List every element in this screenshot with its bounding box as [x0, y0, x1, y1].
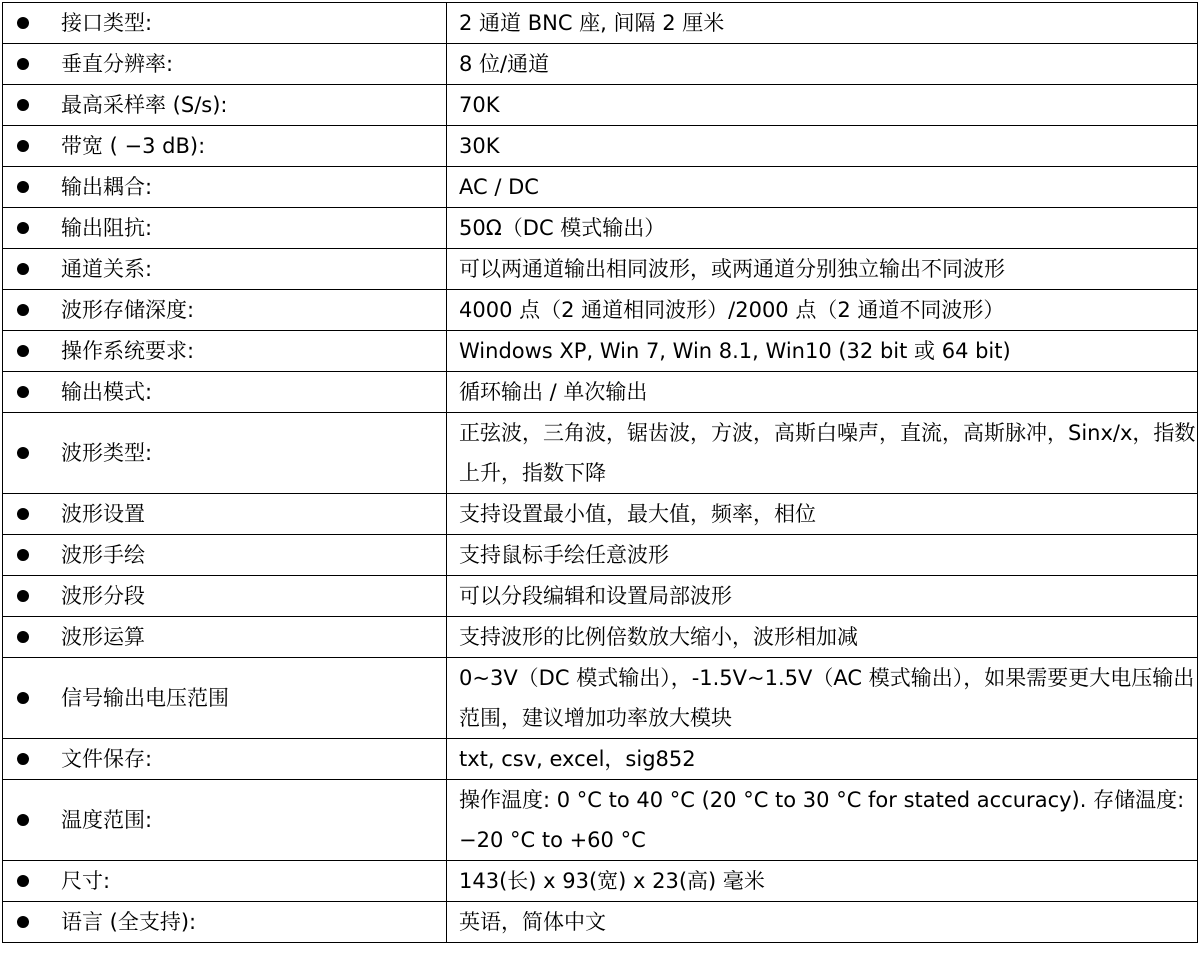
- spec-label-cell: [3, 249, 447, 290]
- spec-table: [2, 2, 1198, 943]
- spec-value: 143(长) x 93(宽) x 23(高) 毫米: [447, 861, 1198, 902]
- bullet-icon: [17, 916, 29, 928]
- table-row: [3, 290, 1198, 331]
- spec-label: 垂直分辨率:: [61, 52, 174, 76]
- spec-value: 2 通道 BNC 座, 间隔 2 厘米: [447, 3, 1198, 44]
- table-row: [3, 658, 1198, 739]
- bullet-icon: [17, 345, 29, 357]
- spec-value: 英语，简体中文: [447, 902, 1198, 943]
- bullet-icon: [17, 447, 29, 459]
- spec-value: 正弦波，三角波，锯齿波，方波，高斯白噪声，直流，高斯脉冲，Sinx/x，指数上升，指数下降: [447, 413, 1198, 494]
- table-row: [3, 126, 1198, 167]
- spec-value: txt, csv, excel，sig852: [447, 739, 1198, 780]
- spec-label-cell: [3, 126, 447, 167]
- table-row: [3, 576, 1198, 617]
- bullet-icon: [17, 99, 29, 111]
- spec-label-cell: [3, 372, 447, 413]
- spec-value: 操作温度: 0 °C to 40 °C (20 °C to 30 °C for stated accuracy). 存储温度: −20 °C to +60 °C: [447, 780, 1198, 861]
- spec-label-cell: [3, 85, 447, 126]
- spec-value: AC / DC: [447, 167, 1198, 208]
- spec-label-cell: [3, 44, 447, 85]
- spec-value: 可以分段编辑和设置局部波形: [447, 576, 1198, 617]
- spec-label-cell: [3, 576, 447, 617]
- spec-label-cell: [3, 535, 447, 576]
- spec-value: 支持设置最小值，最大值，频率，相位: [447, 494, 1198, 535]
- spec-label-cell: [3, 290, 447, 331]
- spec-label: 带宽 ( −3 dB):: [61, 134, 206, 158]
- table-row: [3, 861, 1198, 902]
- bullet-icon: [17, 692, 29, 704]
- spec-label: 接口类型:: [61, 11, 153, 35]
- table-row: [3, 413, 1198, 494]
- bullet-icon: [17, 814, 29, 826]
- bullet-icon: [17, 753, 29, 765]
- spec-label: 文件保存:: [61, 747, 153, 771]
- bullet-icon: [17, 181, 29, 193]
- bullet-icon: [17, 222, 29, 234]
- spec-label-cell: [3, 780, 447, 861]
- spec-value: 可以两通道输出相同波形，或两通道分别独立输出不同波形: [447, 249, 1198, 290]
- spec-label: 输出模式:: [61, 380, 153, 404]
- spec-value: 支持鼠标手绘任意波形: [447, 535, 1198, 576]
- spec-value: 0~3V（DC 模式输出），-1.5V~1.5V（AC 模式输出），如果需要更大电压输出范围，建议增加功率放大模块: [447, 658, 1198, 739]
- table-row: [3, 535, 1198, 576]
- table-row: [3, 331, 1198, 372]
- bullet-icon: [17, 140, 29, 152]
- spec-label: 波形分段: [61, 584, 145, 608]
- table-row: [3, 739, 1198, 780]
- spec-value: 70K: [447, 85, 1198, 126]
- table-row: [3, 208, 1198, 249]
- spec-label: 波形运算: [61, 625, 145, 649]
- spec-label: 语言 (全支持):: [61, 910, 197, 934]
- spec-label-cell: [3, 861, 447, 902]
- spec-label: 波形存储深度:: [61, 298, 195, 322]
- table-row: [3, 167, 1198, 208]
- table-row: [3, 85, 1198, 126]
- spec-label: 输出阻抗:: [61, 216, 153, 240]
- bullet-icon: [17, 263, 29, 275]
- spec-label-cell: [3, 617, 447, 658]
- table-row: [3, 494, 1198, 535]
- spec-value: 50Ω（DC 模式输出）: [447, 208, 1198, 249]
- table-row: [3, 44, 1198, 85]
- spec-label-cell: [3, 658, 447, 739]
- spec-label-cell: [3, 331, 447, 372]
- table-row: [3, 372, 1198, 413]
- spec-label: 最高采样率 (S/s):: [61, 93, 228, 117]
- spec-label-cell: [3, 167, 447, 208]
- spec-label: 波形手绘: [61, 543, 145, 567]
- table-row: [3, 902, 1198, 943]
- spec-value: 8 位/通道: [447, 44, 1198, 85]
- spec-label: 信号输出电压范围: [61, 686, 229, 710]
- spec-value: Windows XP, Win 7, Win 8.1, Win10 (32 bit 或 64 bit): [447, 331, 1198, 372]
- spec-value: 30K: [447, 126, 1198, 167]
- bullet-icon: [17, 631, 29, 643]
- spec-value: 支持波形的比例倍数放大缩小，波形相加减: [447, 617, 1198, 658]
- table-row: [3, 249, 1198, 290]
- bullet-icon: [17, 875, 29, 887]
- bullet-icon: [17, 386, 29, 398]
- spec-label: 通道关系:: [61, 257, 153, 281]
- spec-value: 循环输出 / 单次输出: [447, 372, 1198, 413]
- spec-label-cell: [3, 902, 447, 943]
- bullet-icon: [17, 17, 29, 29]
- bullet-icon: [17, 590, 29, 602]
- spec-label: 尺寸:: [61, 869, 111, 893]
- spec-label: 温度范围:: [61, 808, 153, 832]
- table-row: [3, 617, 1198, 658]
- spec-label-cell: [3, 208, 447, 249]
- bullet-icon: [17, 549, 29, 561]
- spec-label-cell: [3, 3, 447, 44]
- table-row: [3, 3, 1198, 44]
- spec-value: 4000 点（2 通道相同波形）/2000 点（2 通道不同波形）: [447, 290, 1198, 331]
- table-row: [3, 780, 1198, 861]
- spec-label-cell: [3, 413, 447, 494]
- spec-label: 输出耦合:: [61, 175, 153, 199]
- spec-label-cell: [3, 494, 447, 535]
- spec-label-cell: [3, 739, 447, 780]
- spec-label: 波形类型:: [61, 441, 153, 465]
- bullet-icon: [17, 508, 29, 520]
- spec-label: 波形设置: [61, 502, 145, 526]
- bullet-icon: [17, 58, 29, 70]
- bullet-icon: [17, 304, 29, 316]
- spec-label: 操作系统要求:: [61, 339, 195, 363]
